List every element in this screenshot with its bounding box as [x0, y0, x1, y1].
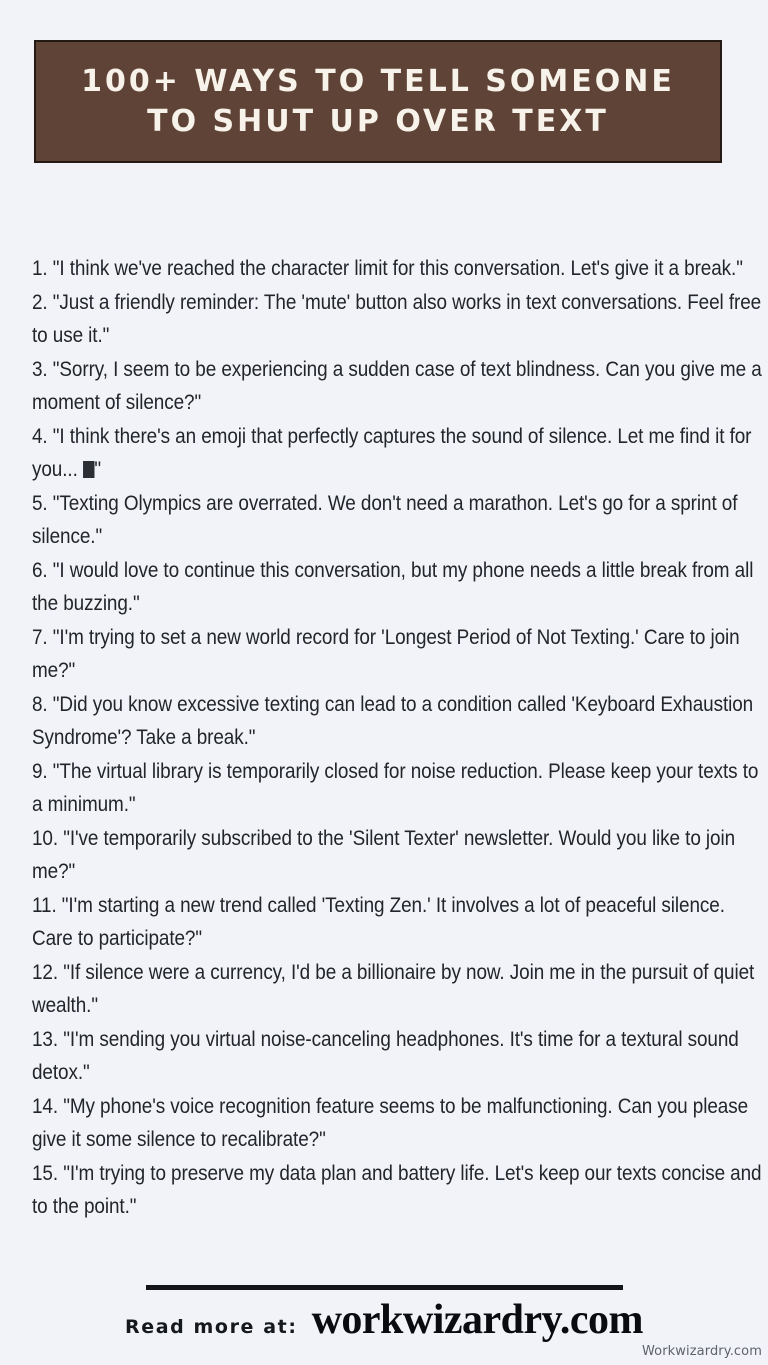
list-item: 13. "I'm sending you virtual noise-canceling headphones. It's time for a textural sound detox."	[32, 1026, 739, 1084]
footer-read-more-label: Read more at:	[124, 1316, 298, 1338]
footer-site-domain[interactable]: workwizardry.com	[311, 1297, 643, 1343]
list-item: 11. "I'm starting a new trend called 'Texting Zen.' It involves a lot of peaceful silence. Care to participate?"	[32, 892, 725, 950]
list-item: 9. "The virtual library is temporarily closed for noise reduction. Please keep your texts to a minimum."	[32, 758, 759, 816]
list-item: 7. "I'm trying to set a new world record for 'Longest Period of Not Texting.' Care to join me?"	[32, 624, 740, 682]
list-item: 8. "Did you know excessive texting can lead to a condition called 'Keyboard Exhaustion Syndrome'? Take a break."	[32, 691, 754, 749]
list-item-with-missing-glyph	[32, 420, 768, 487]
header-banner	[34, 40, 722, 163]
list-item: 12. "If silence were a currency, I'd be a billionaire by now. Join me in the pursuit of quiet wealth."	[32, 959, 755, 1017]
list-item: 6. "I would love to continue this conversation, but my phone needs a little break from all the buzzing."	[32, 557, 754, 615]
missing-glyph-icon	[83, 461, 94, 478]
header-title-line-2: TO SHUT UP OVER TEXT	[147, 103, 609, 139]
list-item: 3. "Sorry, I seem to be experiencing a sudden case of text blindness. Can you give me a moment of silence?"	[32, 356, 762, 414]
list-item: 1. "I think we've reached the character limit for this conversation. Let's give it a break."	[32, 256, 743, 280]
header-title-line-1: 100+ WAYS TO TELL SOMEONE	[81, 63, 675, 99]
tips-list	[32, 252, 768, 1224]
list-item-text: 4. "I think there's an emoji that perfectly captures the sound of silence. Let me find it for you...	[32, 423, 752, 481]
list-item: 10. "I've temporarily subscribed to the 'Silent Texter' newsletter. Would you like to join me?"	[32, 825, 736, 883]
list-item: 15. "I'm trying to preserve my data plan and battery life. Let's keep our texts concise and to the point."	[32, 1160, 762, 1218]
list-item-text-tail: "	[94, 457, 101, 481]
footer-divider	[146, 1285, 623, 1290]
list-item: 5. "Texting Olympics are overrated. We don't need a marathon. Let's go for a sprint of silence."	[32, 490, 738, 548]
footer	[0, 1296, 768, 1344]
watermark: Workwizardry.com	[641, 1344, 762, 1359]
list-item: 2. "Just a friendly reminder: The 'mute' button also works in text conversations. Feel free to use it."	[32, 289, 762, 347]
list-item: 14. "My phone's voice recognition feature seems to be malfunctioning. Can you please give it some silence to recalibrate?"	[32, 1093, 749, 1151]
